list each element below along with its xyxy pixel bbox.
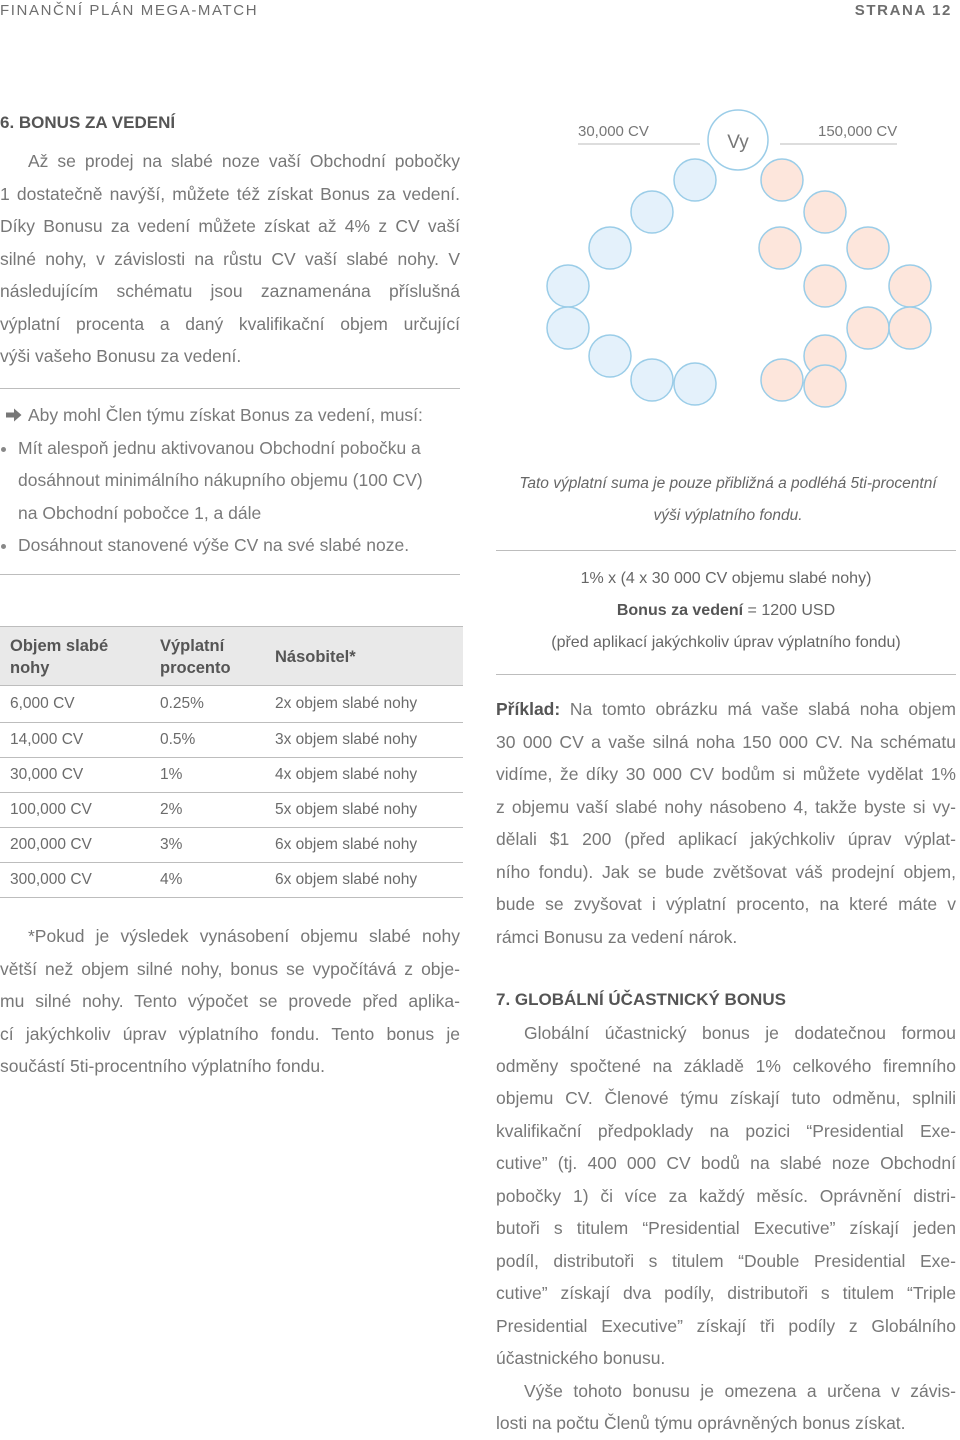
table-cell: 2x objem slabé nohy bbox=[265, 686, 463, 723]
table-header-row bbox=[0, 627, 463, 686]
weak-leg-node bbox=[674, 159, 716, 201]
text-line: dosáhnout minimálního nákupního objemu (100 CV) bbox=[18, 470, 423, 490]
text-line: Výše tohoto bonusu je omezena a určena v závis- bbox=[524, 1380, 956, 1401]
weak-leg-node bbox=[674, 363, 716, 405]
table-row bbox=[0, 793, 463, 828]
weak-leg-node bbox=[547, 307, 589, 349]
table-cell: 3x objem slabé nohy bbox=[265, 723, 463, 758]
text-line: rámci Bonusu za vedení nárok. bbox=[496, 926, 738, 947]
table-cell: 0.25% bbox=[150, 686, 265, 723]
weak-leg-node bbox=[589, 227, 631, 269]
strong-leg-node bbox=[889, 265, 931, 307]
calc-note: (před aplikací jakýchkoliv úprav výplatního fondu) bbox=[551, 634, 901, 651]
table-cell: 6x objem slabé nohy bbox=[265, 863, 463, 898]
table-cell: 1% bbox=[150, 758, 265, 793]
text-line: z objemu vaší slabé nohy násobeno 4, takže byste si vy- bbox=[496, 796, 956, 817]
text-line: losti na počtu Členů týmu oprávněných bonus získat. bbox=[496, 1413, 906, 1433]
weak-leg-node bbox=[631, 359, 673, 401]
text-line: 1 dostatečně navýší, můžete též získat Bonus za vedení. bbox=[0, 183, 460, 204]
text-line: následujícím schématu jsou zaznamenána příslušná bbox=[0, 281, 460, 301]
text-line: Díky Bonusu za vedení můžete získat až 4% z CV vaší bbox=[0, 216, 460, 236]
text-line: Dosáhnout stanovené výše CV na své slabé noze. bbox=[18, 535, 410, 555]
strong-leg-node bbox=[804, 365, 846, 407]
calc-formula: 1% x (4 x 30 000 CV objemu slabé nohy) bbox=[580, 570, 872, 587]
text-line: bude se zvyšovat i výplatní procento, na které máte v bbox=[496, 894, 956, 914]
strong-leg-node bbox=[804, 191, 846, 233]
root-node-label: Vy bbox=[727, 132, 749, 153]
text-line: 30 000 CV a vaše silná noha 150 000 CV. Na schématu bbox=[496, 731, 956, 752]
strong-leg-node bbox=[889, 307, 931, 349]
strong-leg-node bbox=[761, 359, 803, 401]
text-line: cutive” získají dva podíly, distributoři s titulem “Triple bbox=[496, 1283, 956, 1303]
page-number: STRANA 12 bbox=[854, 2, 952, 19]
table-cell: 6,000 CV bbox=[0, 686, 150, 723]
text-line bbox=[496, 693, 956, 726]
text-line: Mít alespoň jednu aktivovanou Obchodní pobočku a bbox=[18, 437, 421, 458]
binary-tree-diagram bbox=[520, 108, 960, 408]
caption-line: výši výplatního fondu. bbox=[653, 507, 803, 524]
strong-leg-node bbox=[761, 159, 803, 201]
table-row bbox=[0, 863, 463, 898]
calc-result bbox=[496, 595, 956, 627]
bonus-table bbox=[0, 626, 463, 898]
table-cell: 100,000 CV bbox=[0, 793, 150, 828]
requirement-item bbox=[0, 529, 470, 562]
table-cell: 0.5% bbox=[150, 723, 265, 758]
text-line: silné nohy, v závislosti na růstu CV vaší slabé nohy. V bbox=[0, 248, 460, 269]
calc-result-value: = 1200 USD bbox=[743, 602, 836, 619]
weak-leg-node bbox=[589, 335, 631, 377]
document-title: FINANČNÍ PLÁN MEGA-MATCH bbox=[0, 2, 259, 19]
text-line: Globální účastnický bonus je dodatečnou formou bbox=[524, 1023, 956, 1043]
text-line: mu silné nohy. Tento výpočet se provede před aplika- bbox=[0, 991, 460, 1011]
table-row bbox=[0, 758, 463, 793]
table-row bbox=[0, 828, 463, 863]
strong-leg-node bbox=[759, 227, 801, 269]
strong-leg-label: 150,000 CV bbox=[818, 123, 898, 140]
requirement-item bbox=[0, 432, 470, 530]
divider bbox=[0, 574, 460, 575]
table-row bbox=[0, 723, 463, 758]
weak-leg-node bbox=[547, 265, 589, 307]
text-line: butoři s titulem “Presidential Executive” získají jeden bbox=[496, 1218, 956, 1238]
text-line: kvalifikační předpoklady na pozici “Presidential Exe- bbox=[496, 1120, 956, 1141]
text-line: vidíme, že díky 30 000 CV bodům si můžete vydělat 1% bbox=[496, 764, 956, 784]
bonus-calculation bbox=[496, 563, 956, 659]
column-header: Objem slabé nohy bbox=[0, 627, 150, 686]
divider bbox=[496, 674, 956, 675]
table-cell: 4x objem slabé nohy bbox=[265, 758, 463, 793]
example-first-line: Na tomto obrázku má vaše slabá noha objem bbox=[560, 699, 956, 719]
requirements-intro-text: Aby mohl Člen týmu získat Bonus za vedení, musí: bbox=[28, 405, 423, 425]
strong-leg-node bbox=[847, 227, 889, 269]
text-line: Presidential Executive” získají tři podíly z Globálního bbox=[496, 1315, 956, 1336]
section-7-heading: 7. GLOBÁLNÍ ÚČASTNICKÝ BONUS bbox=[496, 990, 786, 1009]
column-header: Násobitel* bbox=[265, 627, 463, 686]
example-label: Příklad: bbox=[496, 699, 561, 719]
text-line: výplatní procenta a daný kvalifikační objem určující bbox=[0, 313, 460, 334]
table-cell: 14,000 CV bbox=[0, 723, 150, 758]
text-line: výši vašeho Bonusu za vedení. bbox=[0, 346, 242, 366]
text-line: odměny spočtené na základě 1% celkového firemního bbox=[496, 1055, 956, 1076]
text-line: na Obchodní pobočce 1, a dále bbox=[18, 502, 262, 523]
column-header: Výplatní procento bbox=[150, 627, 265, 686]
text-line: cí jakýchkoliv úprav výplatního fondu. Tento bonus je bbox=[0, 1023, 460, 1044]
text-line: ního fondu). Jak se bude zvětšovat váš prodejní objem, bbox=[496, 861, 956, 882]
strong-leg-node bbox=[804, 265, 846, 307]
text-line: Až se prodej na slabé noze vaší Obchodní pobočky bbox=[28, 151, 460, 171]
text-line: pobočky 1) či více za každý měsíc. Oprávnění distri- bbox=[496, 1185, 956, 1206]
table-row bbox=[0, 686, 463, 723]
table-cell: 200,000 CV bbox=[0, 828, 150, 863]
table-footnote bbox=[0, 920, 460, 1083]
text-line: cutive” (tj. 400 000 CV bodů na slabé noze Obchodní bbox=[496, 1153, 956, 1173]
text-line: součástí 5ti-procentního výplatního fondu. bbox=[0, 1056, 325, 1076]
calc-result-label: Bonus za vedení bbox=[616, 602, 744, 619]
table-cell: 30,000 CV bbox=[0, 758, 150, 793]
strong-leg-node bbox=[847, 307, 889, 349]
table-cell: 300,000 CV bbox=[0, 863, 150, 898]
table-cell: 3% bbox=[150, 828, 265, 863]
weak-leg-label: 30,000 CV bbox=[578, 123, 649, 140]
text-line: dělali $1 200 (před aplikací jakýchkoliv úprav výplat- bbox=[496, 829, 956, 849]
text-line: větší než objem silné nohy, bonus se vypočítává z obje- bbox=[0, 958, 460, 979]
table-cell: 6x objem slabé nohy bbox=[265, 828, 463, 863]
caption-line: Tato výplatní suma je pouze přibližná a podléhá 5ti-procentní bbox=[519, 475, 937, 492]
section-6-intro bbox=[0, 145, 460, 373]
page-header bbox=[0, 2, 960, 24]
divider bbox=[496, 550, 956, 551]
text-line: podíl, distributoři s titulem “Double Presidential Exe- bbox=[496, 1250, 956, 1271]
text-line: objemu CV. Členové týmu získají tuto odměnu, splnili bbox=[496, 1088, 956, 1108]
tree-nodes bbox=[547, 159, 931, 407]
diagram-caption bbox=[496, 468, 960, 532]
weak-leg-node bbox=[631, 191, 673, 233]
divider bbox=[0, 388, 460, 389]
section-6-heading: 6. BONUS ZA VEDENÍ bbox=[0, 113, 176, 132]
section-7-text bbox=[496, 1017, 956, 1440]
table-cell: 2% bbox=[150, 793, 265, 828]
text-line: *Pokud je výsledek vynásobení objemu slabé nohy bbox=[28, 926, 460, 946]
table-cell: 4% bbox=[150, 863, 265, 898]
requirements-intro bbox=[0, 399, 470, 432]
text-line: účastnického bonusu. bbox=[496, 1348, 666, 1368]
requirements-block bbox=[0, 399, 470, 562]
example-paragraph bbox=[496, 693, 956, 953]
arrow-right-icon bbox=[6, 408, 22, 422]
table-cell: 5x objem slabé nohy bbox=[265, 793, 463, 828]
